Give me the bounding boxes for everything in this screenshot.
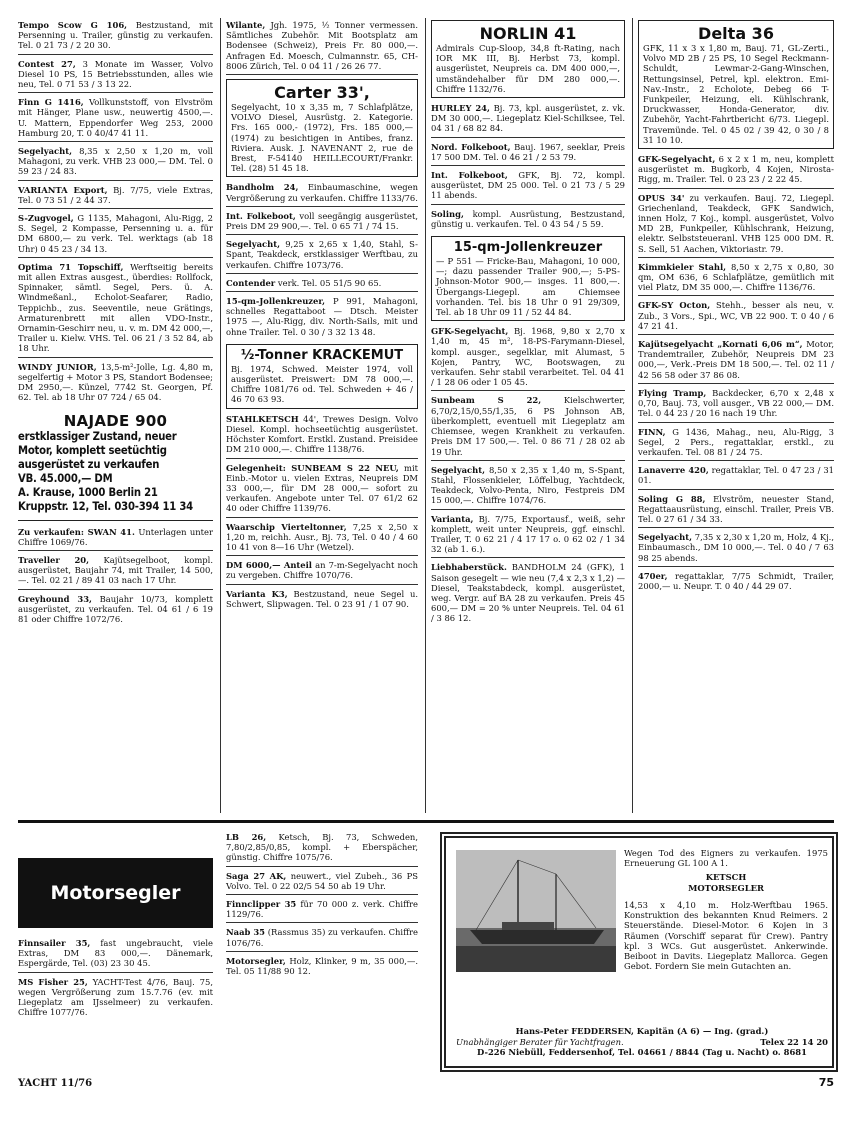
classified-column-3 xyxy=(431,20,625,631)
ad-text: G 1135, Mahagoni, Alu-Rigg, 2 S. Segel, 2 Kompasse, Persenning u. a. für DM 6800,— zu verk. Tel. werktags (ab 18 Uhr) 0 45 23 / 34 13. xyxy=(18,213,213,254)
ad-headline: Contest 27, xyxy=(18,58,76,69)
ad-headline: Contender xyxy=(226,277,276,288)
ad-text: Vollkunststoff, von Elvström mit Hänger, Plane usw., neuwertig 4500,—. U. Mattern, Eppendorfer Weg 253, 2000 Hamburg 20, T. 0 40/47 41 11. xyxy=(18,97,213,138)
delta-title: Delta 36 xyxy=(698,24,774,43)
classified-ad xyxy=(226,899,418,923)
ad-text: Bestzustand, mit Persenning u. Trailer, günstig zu verkaufen. Tel. 0 21 73 / 2 20 30. xyxy=(18,20,213,51)
classified-ad xyxy=(638,193,834,258)
ad-text: Unterlagen unter Chiffre 1069/76. xyxy=(18,526,213,547)
ad-list xyxy=(18,527,213,628)
ad-headline: Flying Tramp, xyxy=(638,387,707,398)
ad-text: 8,35 x 2,50 x 1,20 m, voll Mahagoni, zu verk. VHB 23 000,— DM. Tel. 0 59 23 / 24 83. xyxy=(18,146,213,177)
classified-ad xyxy=(226,239,418,274)
krackemut-body: Bj. 1974, Schwed. Meister 1974, voll ausgerüstet. Preiswert: DM 78 000,—. Chiffre 1081/76 od. Tel. Schweden + 46 / 46 70 63 93. xyxy=(231,363,413,405)
ad-text: Bj. 1968, 9,80 x 2,70 x 1,40 m, 45 m², 18-PS-Farymann-Diesel, kompl. ausger., segelklar, mit Alumast, 5 Kojen, Pantry, WC, Bootswagen, zu verkaufen. Sehr stabil verarbeitet. Tel. 04 41 / 1 28 06 oder 1 05 45. xyxy=(431,326,625,388)
najade-display-ad xyxy=(18,410,213,521)
carter-body: Segelyacht, 10 x 3,35 m, 7 Schlafplätze, VOLVO Diesel, Ausrüstg. 2. Kategorie. Frs. 165 000,- (1972), Frs. 185 000,— (1974) zu besichtigen in Antibes, franz. Riviera. Ausk. J. NAVENANT 2, rue de Brest, F-54140 HEILLECOURT/Frankr. Tel. (28) 51 45 18. xyxy=(231,102,413,174)
ad-headline: GFK-Segelyacht, xyxy=(431,326,509,337)
ad-headline: GFK-SY Octon, xyxy=(638,300,711,311)
classified-ad xyxy=(431,209,625,232)
ad-headline: S-Zugvogel, xyxy=(18,213,74,224)
ad-text: kompl. Ausrüstung, Bestzustand, günstig u. verkaufen. Tel. 0 43 54 / 5 59. xyxy=(431,208,625,229)
ad-headline: Tempo Scow G 106, xyxy=(18,20,128,30)
ketsch-contact-role: Unabhängiger Berater für Yachtfragen. xyxy=(456,1036,624,1047)
ad-text: Baujahr 10/73, komplett ausgerüstet, zu verkaufen. Tel. 04 61 / 6 19 81 oder Chiffre 1072/76. xyxy=(18,593,213,624)
ad-text: regattaklar, Tel. 0 47 23 / 31 01. xyxy=(638,465,835,486)
ad-headline: FINN, xyxy=(638,426,666,437)
classified-ad xyxy=(638,571,834,594)
ad-text: BANDHOLM 24 (GFK), 1 Saison gesegelt — wie neu (7,4 x 2,3 x 1,2) — Diesel, Teakstabdeck, kompl. ausgerüstet, weg. Vergr. auf BA 28 zu verkaufen. Preis 45 600,— DM = 20 % unter Neupreis. Tel. 04 61 / 3 86 12. xyxy=(431,562,625,624)
ad-text: 7,35 x 2,30 x 1,20 m, Holz, 4 Kj., Einbaumasch., DM 10 000,—. Tel. 0 40 / 7 63 98 25 abends. xyxy=(638,532,834,563)
classified-ad xyxy=(18,185,213,209)
ad-text: an 7-m-Segelyacht noch zu vergeben. Chiffre 1070/76. xyxy=(226,560,418,581)
column-rule xyxy=(632,18,633,813)
ad-headline: Int. Folkeboot, xyxy=(226,210,296,221)
ad-text: verk. Tel. 05 51/5 90 65. xyxy=(277,277,382,288)
ad-headline: MS Fisher 25, xyxy=(18,976,88,987)
ad-headline: HURLEY 24, xyxy=(431,103,490,114)
column-rule xyxy=(425,18,426,813)
ketsch-display-ad xyxy=(440,832,838,1072)
ad-text: (Rassmus 35) zu verkaufen. Chiffre 1076/76. xyxy=(226,927,418,948)
ad-text: Kielschwerter, 6,70/2,15/0,55/1,35, 6 PS Johnson AB, überkomplett, eventuell mit Liegeplatz am Chiemsee, wegen Krankheit zu verkaufen. Preis DM 17 500,—. Tel. 0 86 71 / 28 02 ab 19 Uhr. xyxy=(431,395,625,457)
ad-headline: LB 26, xyxy=(226,832,267,842)
ad-headline: 15-qm-Jollenkreuzer, xyxy=(226,296,326,307)
ad-list xyxy=(226,182,418,339)
ad-text: regattaklar, 7/75 Schmidt, Trailer, 2000,— u. Neupr. T. 0 40 / 44 29 07. xyxy=(638,570,834,591)
ad-text: GFK, Bj. 72, kompl. ausgerüstet, DM 25 000. Tel. 0 21 73 / 5 29 11 abends. xyxy=(431,170,625,201)
classified-ad xyxy=(431,326,625,391)
najade-line: VB. 45.000,— DM xyxy=(18,471,113,485)
ad-headline: Saga 27 AK, xyxy=(226,870,287,881)
ad-headline: Kajütsegelyacht „Kornati 6,06 m“, xyxy=(638,339,803,350)
ad-headline: Finn G 1416, xyxy=(18,97,84,108)
ad-headline: Lanaverre 420, xyxy=(638,465,709,476)
ketsch-telex: Telex 22 14 20 xyxy=(760,1036,828,1047)
ad-headline: DM 6000,— Anteil xyxy=(226,560,312,571)
ad-headline: Gelegenheit: SUNBEAM S 22 NEU, xyxy=(226,462,399,473)
ad-text: Einbaumaschine, wegen Vergrößerung zu verkaufen. Chiffre 1133/76. xyxy=(226,182,418,203)
classified-ad xyxy=(638,154,834,189)
classified-ad xyxy=(431,395,625,460)
ad-text: Bj. 7/75, viele Extras, Tel. 0 73 51 / 2 44 37. xyxy=(18,184,214,205)
ad-headline: Kimmkieler Stahl, xyxy=(638,261,727,272)
classified-ad xyxy=(18,527,213,551)
ad-text: 44', Trewes Design. Volvo Diesel. Kompl. hochseetüchtig ausgerüstet. Höchster Komfort. Erstkl. Zustand. Preisidee DM 210 000,—. Chiffre 1138/76. xyxy=(226,413,418,455)
ad-text: 6 x 2 x 1 m, neu, komplett ausgerüstet m. Bugkorb, 4 Kojen, Nirosta-Rigg, m. Trailer. Tel. 0 23 23 / 2 22 45. xyxy=(638,154,834,185)
classified-ad xyxy=(18,262,213,358)
ad-list xyxy=(638,154,834,594)
column-rule xyxy=(220,18,221,813)
classified-ad xyxy=(431,562,625,626)
ad-text: Backdecker, 6,70 x 2,48 x 0,70, Bauj. 73, voll ausger., VB 22 000,— DM. Tel. 0 44 23 / 20 16 nach 19 Uhr. xyxy=(638,387,834,419)
ad-headline: GFK-Segelyacht, xyxy=(638,154,716,165)
ad-text: Bj. 7/75, Exportausf., weiß, sehr komplett, weit unter Neupreis, ggf. einschl. Trailer, T. 0 62 21 / 4 17 17 o. 0 62 02 / 1 34 32 (ab 1. 6.). xyxy=(431,513,625,555)
motorsegler-heading: Motorsegler xyxy=(18,858,213,928)
ad-headline: Varianta, xyxy=(431,513,474,524)
ad-list xyxy=(431,103,625,232)
classified-ad xyxy=(638,494,834,529)
ad-list xyxy=(18,20,213,406)
classified-ad xyxy=(226,956,418,979)
norlin-title: NORLIN 41 xyxy=(479,24,577,43)
classified-ad xyxy=(431,170,625,205)
classified-column-1 xyxy=(18,20,213,631)
delta-body: GFK, 11 x 3 x 1,80 m, Bauj. 71, GL-Zerti., Volvo MD 2B / 25 PS, 10 Segel Reckmann-Schuldt, Lewmar-2-Gang-Winschen, Rettungsinsel, Petrel, kpl. elektron. Emi-Nav.-Instr., 2 Echolote, Debeg 66 T-Funkpeiler, Heizung, eli. Kühlschrank, Druckwasser, Honda-Generator, div. Zubehör, Yacht-Fahrtbericht 6/73. Liegepl. Travemünde. Tel. 0 45 02 / 39 42, 0 30 / 8 31 10 10. xyxy=(643,43,829,145)
ketsch-body: 14,53 x 4,10 m. Holz-Werftbau 1965. Konstruktion des bekannten Knud Reimers. 2 Steuerstände. Diesel-Motor. 6 Kojen in 3 Räumen (Vorschiff separat für Crew). Pantry kpl. 3 WCs. Gut ausgerüstet. Ankerwinde. Beiboot in Davits. Liegeplatz Mallorca. Gegen Gebot. Fordern Sie mein Gutachten an. xyxy=(624,900,828,972)
jollenkreuzer-body: — P 551 — Fricke-Bau, Mahagoni, 10 000,—; dazu passender Trailer 900,—; 5-PS-Johnson-Motor 900,— insges. 11 800,—. Übergangs-Liegepl. am Chiemsee vorhanden. Tel. bis 18 Uhr 0 91 29/309, Tel. ab 18 Uhr 09 11 / 52 44 84. xyxy=(436,256,620,318)
classified-ad xyxy=(18,362,213,406)
classified-ad xyxy=(18,146,213,181)
ad-text: Holz, Klinker, 9 m, 35 000,—. Tel. 05 11/88 90 12. xyxy=(226,955,418,977)
classified-ad xyxy=(18,59,213,94)
section-divider xyxy=(18,820,834,823)
carter-title: Carter 33', xyxy=(274,83,370,103)
ad-text: Stehh., besser als neu, v. Zub., 3 Vors., Spi., WC, VB 22 900. T. 0 40 / 6 47 21 41. xyxy=(638,300,835,331)
ad-headline: Naab 35 xyxy=(226,927,265,938)
classified-ad xyxy=(18,20,213,55)
ketsch-title: KETSCH xyxy=(705,872,747,882)
ad-text: zu verkaufen. Bauj. 72, Liegepl. Griechenland, Teakdeck, GFK Sandwich, innen Holz, 7 Koj., kompl. ausgerüstet, Volvo MD 2B, Funkpeiler, Kühlschrank, Heizung, elektr. Selbststeueranl. VHB 125 000 DM. R. S. Sell, 51 Aachen, Viktoriastr. 79. xyxy=(638,192,834,254)
ad-headline: Segelyacht, xyxy=(638,532,693,543)
ad-text: Elvström, neuester Stand, Regattaausrüstung, einschl. Trailer, Preis VB. Tel. 0 27 61 / 34 33. xyxy=(638,493,835,524)
ad-text: 8,50 x 2,75 x 0,80, 30 qm, OM 636, 6 Schlafplätze, gemütlich mit viel Platz, DM 35 000,—. Chiffre 1136/76. xyxy=(638,261,834,293)
najade-line: erstklassiger Zustand, neuer xyxy=(18,429,177,443)
classified-ad xyxy=(226,296,418,340)
ad-headline: Segelyacht, xyxy=(18,146,73,157)
ad-list xyxy=(226,414,418,612)
ketsch-contact xyxy=(456,1026,828,1058)
ad-headline: Liebhaberstück. xyxy=(431,562,507,573)
ad-text: Bj. 73, kpl. ausgerüstet, z. vk. DM 30 000,—. Liegeplatz Kiel-Schilksee, Tel. 04 31 / 68 82 84. xyxy=(431,103,625,134)
classified-ad xyxy=(431,465,625,510)
ad-text: Motor, Trandemtrailer, Zubehör, Neupreis DM 23 000,—, Verk.-Preis DM 18 500,—. Tel. 02 11 / 42 56 58 oder 37 86 08. xyxy=(638,339,834,380)
ad-text: voll seegängig ausgerüstet, Preis DM 29 900,—. Tel. 0 65 71 / 74 15. xyxy=(226,210,418,232)
jollenkreuzer-display-ad xyxy=(431,236,625,321)
ad-headline: VARIANTA Export, xyxy=(18,184,108,195)
classified-ad xyxy=(226,832,418,867)
ad-headline: OPUS 34' xyxy=(638,192,685,203)
ad-headline: Sunbeam S 22, xyxy=(431,395,542,406)
ketsch-address: D-226 Niebüll, Feddersenhof, Tel. 04661 / 8844 (Tag u. Nacht) o. 8681 xyxy=(477,1047,807,1058)
classified-ad xyxy=(226,560,418,584)
ad-headline: Bandholm 24, xyxy=(226,182,299,193)
najade-line: Motor, komplett seetüchtig xyxy=(18,443,167,457)
ad-headline: Finnclipper 35 xyxy=(226,899,297,910)
ad-text: 7,25 x 2,50 x 1,20 m, reichh. Ausr., Bj. 73, Tel. 0 40 / 4 60 10 41 von 8—16 Uhr (Wetzel). xyxy=(226,521,418,552)
ad-text: G 1436, Mahag., neu, Alu-Rigg, 3 Segel, 2 Pers., regattaklar, erstkl., zu verkaufen. Tel. 08 81 / 24 75. xyxy=(638,426,834,457)
najade-line: ausgerüstet zu verkaufen xyxy=(18,457,160,471)
classified-ad xyxy=(226,211,418,235)
classified-ad xyxy=(226,414,418,459)
ad-headline: WINDY JUNIOR, xyxy=(18,361,97,372)
classified-ad xyxy=(431,142,625,166)
classified-ad xyxy=(431,514,625,559)
ketsch-intro: Wegen Tod des Eigners zu verkaufen. 1975 Erneuerung GL 100 A 1. xyxy=(624,848,828,869)
classified-ad xyxy=(18,213,213,258)
ad-text: P 991, Mahagoni, schnelles Regattaboot — Dtsch. Meister 1975 —, Alu-Rigg, div. North-Sails, mit und ohne Trailer. Tel. 0 30 / 3 32 13 48. xyxy=(226,296,418,337)
ad-text: Kajütsegelboot, kompl. ausgerüstet, Baujahr 74, mit Trailer, 14 500,—. Tel. 02 21 / 89 41 03 nach 17 Uhr. xyxy=(18,554,213,586)
ad-headline: Waarschip Vierteltonner, xyxy=(226,521,347,532)
classified-ad xyxy=(638,339,834,384)
ad-headline: Int. Folkeboot, xyxy=(431,170,508,181)
classified-ad: Wilante, Jgh. 1975, ½ Tonner vermessen. Sämtliches Zubehör. Mit Bootsplatz am Bodensee (Schweiz), Preis Fr. 80 000,—. Anfragen Ed. Moesch, Culmannstr. 65, CH-8006 Zürich, Tel. 0 04 11 / 26 26 77. xyxy=(226,20,418,75)
ad-text: fast ungebraucht, viele Extras, DM 83 000,—. Dänemark, Espergärde, Tel. (03) 23 30 45. xyxy=(18,938,213,969)
sailboat-image-icon xyxy=(456,850,616,972)
ad-headline: 470er, xyxy=(638,570,668,581)
ad-text: 9,25 x 2,65 x 1,40, Stahl, S-Spant, Teakdeck, erstklassiger Werftbau, zu verkaufen. Chiffre 1073/76. xyxy=(226,239,418,270)
ad-text: YACHT-Test 4/76, Bauj. 75, wegen Vergrößerung zum 15.7.76 (ev. mit Liegeplatz am IJsselmeer) zu verkaufen. Chiffre 1077/76. xyxy=(18,976,213,1018)
classified-column-4 xyxy=(638,20,834,598)
ad-text: Werftseitig bereits mit allen Extras ausgest., überdies: Rollfock, Spinnaker, sämtl. Segel, Pers. ü. A. Windmeßanl., Echolot-Seafarer, Radio, Teppichb., zus. Seeventile, neue Grätings, Armaturenbrett mit allen VDO-Instr., Ornamin-Geschirr neu, u. v. m. DM 42 000,—, Trailer u. Kielw. VHS. Tel. 06 21 / 3 52 84, ab 18 Uhr. xyxy=(18,261,214,354)
ad-headline: Segelyacht, xyxy=(226,239,281,250)
classified-ad xyxy=(638,300,834,335)
classified-ad xyxy=(18,977,213,1021)
classified-ad xyxy=(226,463,418,518)
jollenkreuzer-title: 15-qm-Jollenkreuzer xyxy=(453,240,603,256)
najade-title: NAJADE 900 xyxy=(63,411,168,430)
krackemut-title: ½-Tonner KRACKEMUT xyxy=(240,347,404,363)
krackemut-display-ad xyxy=(226,344,418,409)
classified-ad xyxy=(226,522,418,557)
ketsch-contact-row xyxy=(456,1037,828,1048)
classified-ad xyxy=(18,555,213,590)
magazine-issue: YACHT 11/76 xyxy=(18,1078,93,1089)
ad-headline: Traveller 20, xyxy=(18,554,90,565)
ad-text: neuwert., viel Zubeh., 36 PS Volvo. Tel. 0 22 02/5 54 50 ab 19 Uhr. xyxy=(226,870,418,891)
ad-text: 8,50 x 2,35 x 1,40 m, S-Spant, Stahl, Flossenkieler, Löffelbug, Yachtdeck, Teakdeck, Volvo-Penta, Niro, Festpreis DM 15 000,—. Chiffre 1074/76. xyxy=(431,464,625,506)
ad-headline: Varianta K3, xyxy=(226,588,288,599)
najade-line: A. Krause, 1000 Berlin 21 xyxy=(18,485,158,499)
classified-ad xyxy=(226,182,418,206)
ketsch-subtitle: MOTORSEGLER xyxy=(688,883,764,893)
ad-headline: Greyhound 33, xyxy=(18,593,92,604)
classified-ad xyxy=(638,465,834,489)
ad-text: für 70 000 z. verk. Chiffre 1129/76. xyxy=(226,899,418,920)
ad-headline: Soling G 88, xyxy=(638,493,706,504)
page-number: 75 xyxy=(818,1076,834,1089)
classified-ad xyxy=(18,97,213,142)
ad-text: mit Einb.-Motor u. vielen Extras, Neupreis DM 33 000,—, für DM 28 000,— sofort zu verkaufen. Angebote unter Tel. 07 61/2 62 40 oder Chiffre 1139/76. xyxy=(226,462,418,514)
ad-text: 3 Monate im Wasser, Volvo Diesel 10 PS, 15 Betriebsstunden, alles wie neu, Tel. 0 71 53 / 3 13 22. xyxy=(18,58,213,90)
norlin-display-ad xyxy=(431,20,625,98)
najade-line: Kruppstr. 12, Tel. 030-394 11 34 xyxy=(18,499,193,513)
ketsch-photo xyxy=(456,850,616,972)
ad-text: Ketsch, Bj. 73, Schweden, 7,80/2,85/0,85, kompl. + Eberspächer, günstig. Chiffre 1075/76. xyxy=(226,832,418,863)
ad-headline: STAHLKETSCH xyxy=(226,413,299,424)
carter-display-ad xyxy=(226,79,418,177)
motorsegler-column-1 xyxy=(18,938,213,1024)
classified-ad xyxy=(18,594,213,628)
classified-column-2 xyxy=(226,20,418,616)
classified-ad xyxy=(638,388,834,423)
ad-headline: Optima 71 Topschiff, xyxy=(18,261,124,272)
classified-ad xyxy=(226,927,418,951)
classified-ad xyxy=(226,278,418,292)
classified-ad xyxy=(431,103,625,138)
delta-display-ad xyxy=(638,20,834,149)
classified-ad xyxy=(18,938,213,973)
ad-list xyxy=(431,326,625,626)
ad-headline: Finnsailer 35, xyxy=(18,938,91,948)
ketsch-contact-name: Hans-Peter FEDDERSEN, Kapitän (A 6) — Ing. (grad.) xyxy=(515,1026,769,1036)
ad-headline: Motorsegler, xyxy=(226,955,286,966)
ad-headline: Segelyacht, xyxy=(431,464,486,475)
norlin-body: Admirals Cup-Sloop, 34,8 ft-Rating, nach IOR MK III, Bj. Herbst 73, kompl. ausgerüstet, Neupreis ca. DM 400 000,—, umständehalber für DM 280 000,—. Chiffre 1132/76. xyxy=(436,43,620,94)
classified-ad xyxy=(638,427,834,462)
classified-ad xyxy=(226,589,418,612)
ad-text: Bestzustand, neue Segel u. Schwert, Slipwagen. Tel. 0 23 91 / 1 07 90. xyxy=(226,588,418,609)
classified-ad xyxy=(638,532,834,567)
ad-text: Bauj. 1967, seeklar, Preis 17 500 DM. Tel. 0 46 21 / 2 53 79. xyxy=(431,141,625,162)
classified-ad xyxy=(638,262,834,297)
motorsegler-column-2 xyxy=(226,832,418,983)
classified-ad xyxy=(226,871,418,895)
ad-headline: Soling, xyxy=(431,208,464,219)
ad-headline: Zu verkaufen: SWAN 41. xyxy=(18,526,135,537)
ad-headline: Nord. Folkeboot, xyxy=(431,141,511,152)
ad-text: 13,5-m²-Jolle, Lg. 4,80 m, segelfertig + Motor 3 PS, Standort Bodensee; DM 2950,—. Künzel, 7742 St. Georgen, Pf. 62. Tel. ab 18 Uhr 07 724 / 65 04. xyxy=(18,361,214,403)
